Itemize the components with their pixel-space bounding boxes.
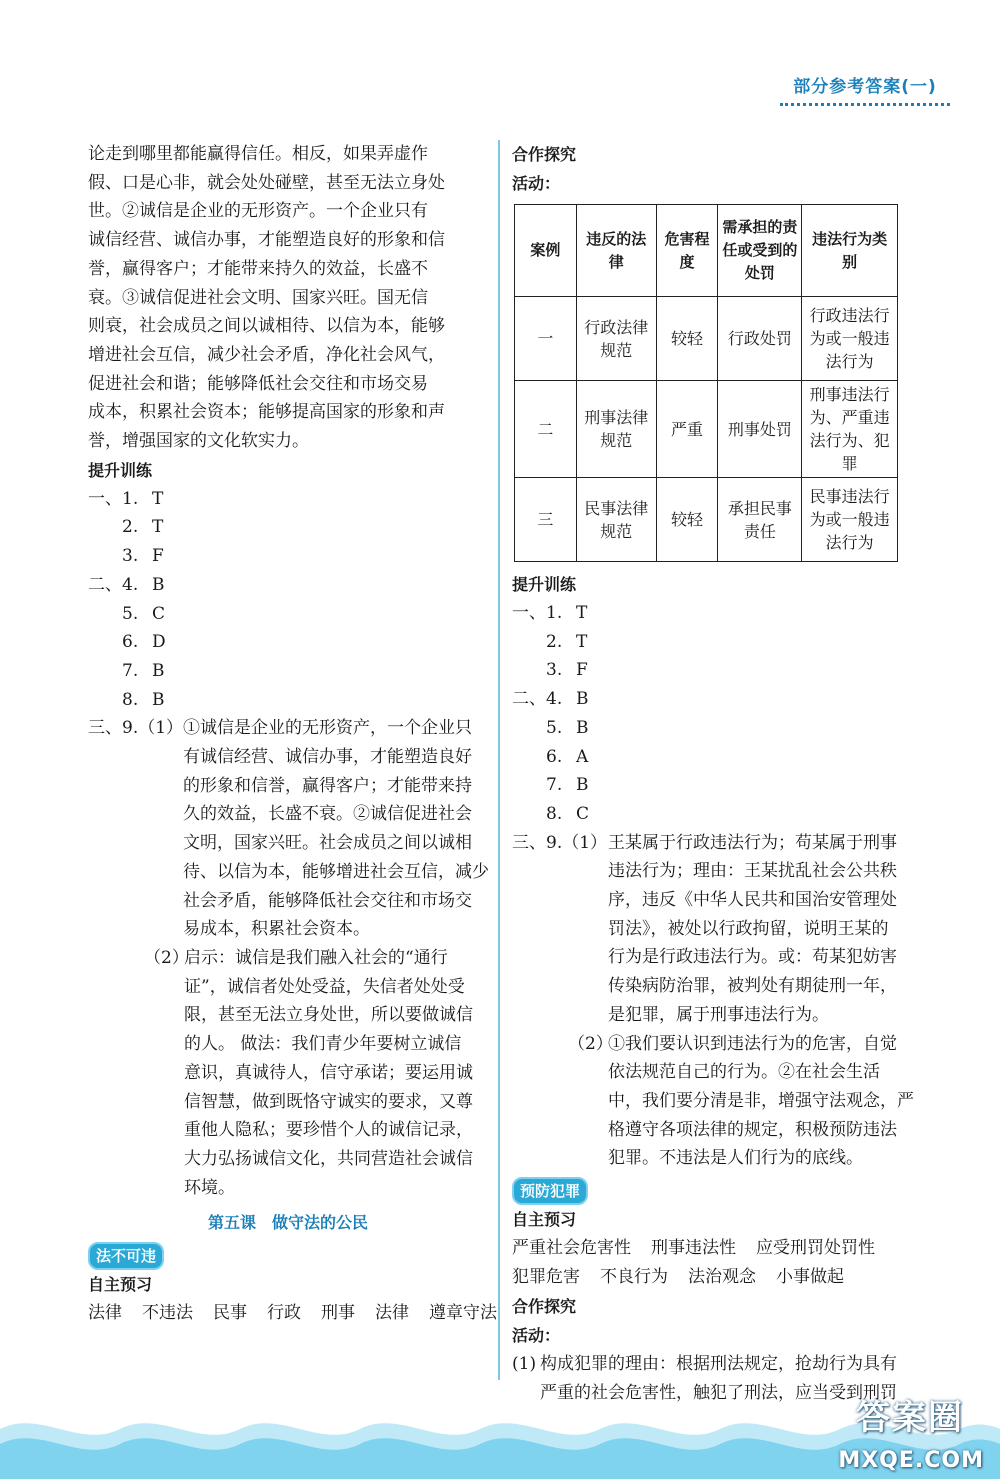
left-answer-value: F [152,546,164,567]
header-badge-text: 部分参考答案(一) [793,77,937,97]
case-table-header-cell: 需承担的责任或受到的处罚 [718,205,802,297]
right-answer-value: B [576,689,589,710]
left-answer-number: 2. [122,517,139,538]
right-q9-part1-text [608,829,912,1030]
left-answer-prefix: 一、 [88,488,122,509]
right-keyword: 犯罪危害 [512,1267,580,1288]
right-answer-value: C [576,803,590,824]
right-activity-title: 活动： [512,174,561,193]
left-q9-line: 有诚信经营、诚信办事，才能塑造良好 [183,747,473,768]
case-table-body [515,297,898,562]
right-q9-line: 犯罪。不违法是人们行为的底线。 [608,1148,863,1169]
left-answer-row [88,513,488,542]
right-answer-row [512,800,912,829]
right-q9-line: 格遵守各项法律的规定，积极预防违法 [608,1119,897,1140]
left-q9-line: ①诚信是企业的无形资产，一个企业只 [183,718,473,739]
right-column [512,140,912,1407]
left-q9-line: 久的效益，长盛不衰。②诚信促进社会 [183,804,473,825]
case-table-header-row [515,205,898,297]
case-table-cell: 一 [515,297,577,381]
header-dots [780,102,950,106]
right-explore-title: 合作探究 [512,145,577,164]
left-answer-row [88,485,488,514]
left-answer-number: 1. [122,488,139,509]
right-answer-value: A [576,746,589,767]
case-table-cell: 行政法律规范 [576,297,656,381]
left-answer-row [88,600,488,629]
left-intro-line: 增进社会互信，减少社会矛盾，净化社会风气， [88,344,445,365]
case-table-cell: 行政处罚 [718,297,802,381]
left-answer-value: B [152,574,165,595]
right-answer-row [512,743,912,772]
case-table-row [515,297,898,381]
left-intro-line: 成本，积累社会资本；能够提高国家的形象和声 [88,402,445,423]
left-q9-line: 待、以信为本，能够增进社会互信，减少 [183,861,490,882]
left-intro-line: 世。②诚信是企业的无形资产。一个企业只有 [88,201,428,222]
left-answer-number: 6. [122,632,139,653]
left-q9-part1-text [183,714,489,944]
right-keyword: 法治观念 [688,1267,756,1288]
case-table-header-cell: 违法行为类别 [802,205,898,297]
right-answer-prefix [512,628,546,657]
right-q9-part1 [512,829,912,1030]
left-answer-value: B [152,689,165,710]
right-answer-prefix: 一、 [512,603,546,623]
left-answer-value: B [152,660,165,681]
right-answer-row [512,714,912,743]
right-answer-value: B [576,775,589,796]
left-q9-part1 [88,714,488,944]
left-intro-line: 诚信经营、诚信办事，才能塑造良好的形象和信 [88,230,445,251]
case-table-cell: 二 [515,381,577,478]
case-table-cell: 民事法律规范 [576,478,656,562]
left-keyword: 法律 [375,1303,409,1324]
left-q9-line: 大力弘扬诚信文化，共同营造社会诚信 [184,1148,473,1169]
lesson-title: 第五课 做守法的公民 [207,1213,368,1233]
case-table-row [515,381,898,478]
right-answer-prefix [512,800,546,829]
right-q9-part2 [512,1030,912,1174]
right-q9-lead2: （2） [568,1033,613,1054]
right-activity-title2: 活动： [512,1326,561,1346]
right-q9-line: 中，我们要分清是非，增强守法观念，严 [608,1090,914,1111]
case-table-cell: 行政违法行为或一般违法行为 [802,297,898,381]
right-answer-prefix [512,771,546,800]
header-badge [780,72,950,100]
left-answer-prefix [88,513,122,542]
case-table-cell: 民事违法行为或一般违法行为 [802,478,898,562]
right-q9-line: 王某属于行政违法行为；苟某属于刑事 [608,832,897,853]
left-answer-prefix [88,628,122,657]
right-keyword: 严重社会危害性 [512,1238,631,1259]
left-answer-number: 7. [122,660,139,681]
right-answer-value: F [576,660,588,681]
left-answer-row [88,571,488,600]
left-answer-number: 5. [122,603,139,624]
right-answer-row [512,599,912,628]
right-activity-lead: (1) [512,1354,537,1375]
right-keyword: 小事做起 [776,1267,844,1288]
left-keyword: 不违法 [142,1303,193,1324]
right-q9-line: 是犯罪，属于刑事违法行为。 [608,1004,829,1025]
right-section-tag: 预防犯罪 [512,1177,588,1205]
left-preview-title: 自主预习 [88,1275,153,1295]
left-q9-line: 的人。 做法：我们青少年要树立诚信 [184,1034,462,1055]
right-answer-number: 6. [546,746,563,767]
right-keyword: 不良行为 [600,1267,668,1288]
right-activity-line: 构成犯罪的理由：根据刑法规定，抢劫行为具有 [540,1354,897,1375]
case-table-row [515,478,898,562]
right-answer-row [512,628,912,657]
right-q9-line: 传染病防治罪，被判处有期徒刑一年， [608,976,897,997]
left-answer-value: D [152,632,166,653]
left-answer-value: T [152,517,164,538]
left-intro-line: 假、口是心非，就会处处碰壁，甚至无法立身处 [88,172,445,193]
left-keyword: 刑事 [321,1303,355,1324]
left-q9-line: 重他人隐私；要珍惜个人的诚信记录， [184,1120,473,1141]
right-explore-title2: 合作探究 [512,1297,577,1317]
right-q9-line: 违法行为；理由：王某扰乱社会公共秩 [608,861,897,882]
case-table-cell: 刑事违法行为、严重违法行为、犯罪 [802,381,898,478]
case-table-cell: 较轻 [656,297,718,381]
case-table-cell: 刑事法律规范 [576,381,656,478]
left-answer-value: T [152,488,164,509]
left-q9-line: 的形象和信誉，赢得客户；才能带来持 [183,775,473,796]
left-intro-line: 论走到哪里都能赢得信任。相反，如果弄虚作 [88,144,428,164]
right-answer-list [512,599,912,829]
case-table-header-cell: 案例 [515,205,577,297]
left-answer-prefix [88,657,122,686]
left-q9-part2 [88,944,488,1202]
right-q9-line: 序，违反《中华人民共和国治安管理处 [608,890,897,911]
right-keywords-line1 [512,1234,912,1263]
right-q9-part2-text [608,1030,914,1174]
right-answer-number: 1. [546,603,563,623]
right-answer-number: 4. [546,689,563,710]
left-q9-line: 意识，真诚待人，信守承诺；要运用诚 [184,1062,473,1083]
watermark-logo: MXQE.COM [838,1448,984,1473]
right-q9-line: 罚法》，被处以行政拘留，说明王某的 [608,918,889,939]
right-answer-prefix: 二、 [512,689,546,710]
right-q9-line: 行为是行政违法行为。或：苟某犯妨害 [608,947,897,968]
left-keyword: 法律 [88,1303,122,1324]
left-keyword: 遵章守法 [429,1303,497,1324]
right-answer-value: T [576,631,588,652]
left-answer-prefix [88,600,122,629]
left-q9-line: 易成本，积累社会资本。 [183,919,371,940]
left-answer-value: C [152,603,166,624]
right-answer-prefix [512,656,546,685]
left-answer-number: 4. [122,574,139,595]
left-answer-row [88,657,488,686]
left-q9-line: 证”，诚信者处处受益，失信者处处受 [184,976,465,997]
right-answer-number: 3. [546,660,563,681]
left-intro-line: 誉，增强国家的文化软实力。 [88,431,309,452]
left-intro-line: 誉，赢得客户；才能带来持久的效益，长盛不 [88,258,428,279]
case-table-header-cell: 违反的法律 [576,205,656,297]
left-section-tag: 法不可违 [88,1242,164,1270]
right-answer-number: 2. [546,631,563,652]
left-answer-row [88,628,488,657]
right-keyword: 应受刑罚处罚性 [756,1238,875,1259]
right-preview-title: 自主预习 [512,1210,577,1230]
left-answer-list [88,485,488,715]
case-table-cell: 承担民事责任 [718,478,802,562]
right-keywords-line2 [512,1263,912,1292]
right-answer-number: 7. [546,775,563,796]
left-training-title: 提升训练 [88,460,153,480]
right-answer-number: 5. [546,717,563,738]
case-table-cell: 较轻 [656,478,718,562]
left-intro-line: 则衰，社会成员之间以诚相待、以信为本，能够 [88,316,445,337]
case-table-cell: 刑事处罚 [718,381,802,478]
right-q9-lead: 三、9.（1） [512,832,608,853]
case-table-cell: 严重 [656,381,718,478]
left-intro-line: 促进社会和谐；能够降低社会交往和市场交易 [88,373,428,394]
right-answer-prefix [512,714,546,743]
right-q9-line: ①我们要认识到违法行为的危害，自觉 [608,1033,897,1054]
left-keywords [88,1299,497,1328]
left-answer-row [88,686,488,715]
right-answer-row [512,771,912,800]
watermark-logo-top: 答案圈 [856,1398,964,1438]
left-keyword: 行政 [267,1303,301,1324]
left-q9-line: 限，甚至无法立身处世，所以要做诚信 [184,1005,473,1026]
case-table-cell: 三 [515,478,577,562]
right-answer-prefix [512,743,546,772]
left-answer-row [88,542,488,571]
right-keyword: 刑事违法性 [651,1238,736,1259]
left-q9-line: 启示：诚信是我们融入社会的“通行 [184,947,448,968]
column-divider [498,140,500,1380]
right-answer-row [512,656,912,685]
case-table [514,204,898,562]
right-answer-number: 8. [546,803,563,824]
right-activity-line: 严重的社会危害性，触犯了刑法，应当受到刑罚 [540,1382,897,1403]
left-answer-prefix: 二、 [88,574,122,595]
left-answer-number: 8. [122,689,139,710]
left-keyword: 民事 [213,1303,247,1324]
left-intro-line: 衰。③诚信促进社会文明、国家兴旺。国无信 [88,287,428,308]
right-answer-row [512,685,912,714]
case-table-header-cell: 危害程度 [656,205,718,297]
left-answer-prefix [88,542,122,571]
left-q9-line: 文明，国家兴旺。社会成员之间以诚相 [183,833,473,854]
left-q9-line: 环境。 [184,1177,235,1198]
left-answer-prefix [88,686,122,715]
left-intro-paragraph [88,140,488,456]
right-training-title: 提升训练 [512,575,577,594]
right-answer-value: T [576,603,588,623]
left-q9-part2-text [184,944,488,1202]
left-q9-line: 社会矛盾，能够降低社会交往和市场交 [183,890,473,911]
left-q9-lead: 三、9.（1） [88,718,184,739]
right-q9-line: 依法规范自己的行为。②在社会生活 [608,1062,880,1083]
left-q9-lead2: （2） [144,947,189,968]
left-q9-line: 信智慧，做到既恪守诚实的要求，又尊 [184,1091,473,1112]
left-answer-number: 3. [122,546,139,567]
right-answer-value: B [576,717,589,738]
left-column [88,140,497,1328]
